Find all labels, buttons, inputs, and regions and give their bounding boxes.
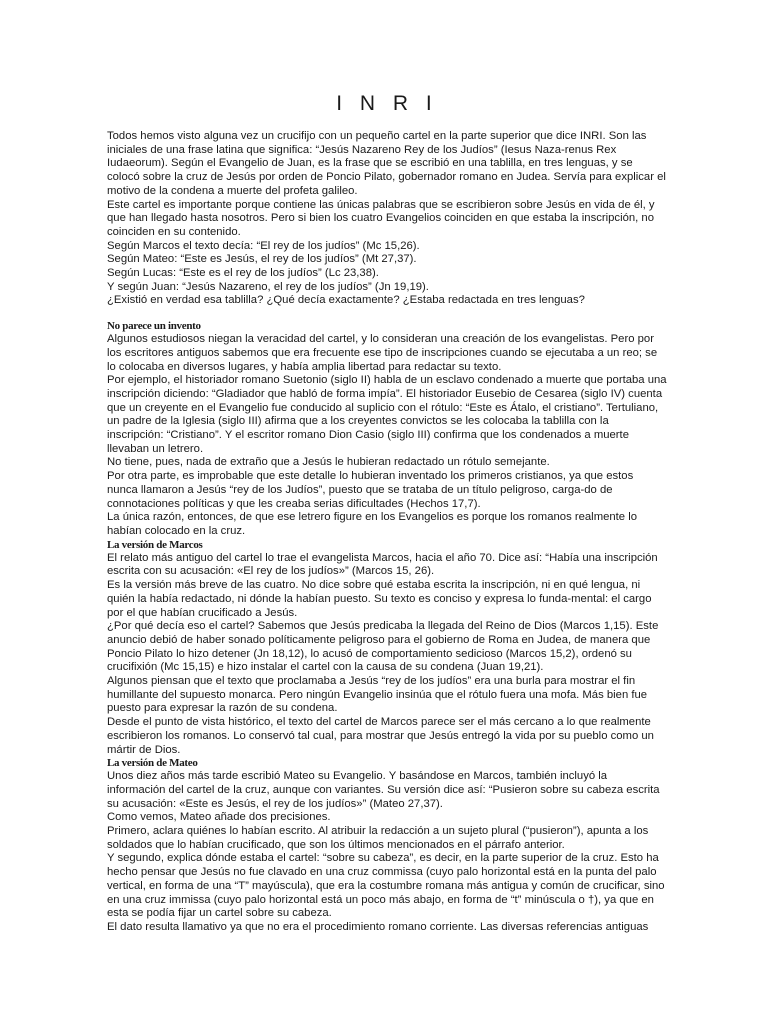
paragraph-4: Según Mateo: “Este es Jesús, el rey de los judíos” (Mt 27,37). <box>107 253 417 266</box>
paragraph-17: Desde el punto de vista histórico, el texto del cartel de Marcos parece ser el más cercano a lo que realmente escribieron los romanos. Lo conservó tal cual, para mostrar que Jesús entregó la vida por su pueblo como un mártir de Dios. <box>107 716 654 756</box>
paragraph-16: Algunos piensan que el texto que proclamaba a Jesús “rey de los judíos” era una burla para mostrar el fin humillante del supuesto monarca. Pero ningún Evangelio insinúa que el rótulo fuera una mofa. Más bien fue puesto para expresar la razón de su condena. <box>107 675 648 715</box>
paragraph-14: Es la versión más breve de las cuatro. No dice sobre qué estaba escrita la inscripción, ni en qué lengua, ni quién la había redactado, ni dónde la habían puesto. Su texto es conciso y expresa lo funda-mental: el cargo por el que habían crucificado a Jesús. <box>107 579 652 619</box>
paragraph-13: El relato más antiguo del cartel lo trae el evangelista Marcos, hacia el año 70. Dice así: “Había una inscripción escrita con su acusación: «El rey de los judíos»” (Marcos 15, 26). <box>107 551 658 578</box>
paragraph-18: Unos diez años más tarde escribió Mateo su Evangelio. Y basándose en Marcos, también incluyó la información del cartel de la cruz, aunque con variantes. Su versión dice así: “Pusieron sobre su cabeza escrita su acusación: «Este es Jesús, el rey de los judíos»” (Mateo 27,37). <box>107 770 660 810</box>
paragraph-6: Y según Juan: “Jesús Nazareno, el rey de los judíos” (Jn 19,19). <box>107 280 429 293</box>
paragraph-21: Y segundo, explica dónde estaba el cartel: “sobre su cabeza”, es decir, en la parte superior de la cruz. Esto ha hecho pensar que Jesús no fue clavado en una cruz commissa (cuyo palo horizontal está en la punta del palo vertical, en forma de una “T” mayúscula), que era la costumbre romana más antigua y común de crucificar, sino en una cruz immissa (cuyo palo horizontal está un poco más abajo, en forma de “t” minúscula o †), ya que en esta se podía fijar un cartel sobre su cabeza. <box>107 852 665 920</box>
section-heading-1: No parece un invento <box>107 320 201 333</box>
paragraph-11: Por otra parte, es improbable que este detalle lo hubieran inventado los primeros cristianos, ya que estos nunca llamaron a Jesús “rey de los Judíos”, puesto que se trataba de un título peligroso, carga-do de connotaciones políticas y que les creaba serias dificultades (Hechos 17,7). <box>107 470 634 510</box>
document-blocks <box>107 130 667 935</box>
paragraph-8: Algunos estudiosos niegan la veracidad del cartel, y lo consideran una creación de los evangelistas. Pero por los escritores antiguos sabemos que era frecuente ese tipo de inscripciones cuando se ejecutaba a un reo; se lo colocaba en diversos lugares, y había amplia libertad para redactar su texto. <box>107 333 658 373</box>
paragraph-19: Como vemos, Mateo añade dos precisiones. <box>107 811 331 824</box>
paragraph-1: Todos hemos visto alguna vez un crucifijo con un pequeño cartel en la parte superior que dice INRI. Son las iniciales de una frase latina que significa: “Jesús Nazareno Rey de los Judíos” (Iesus Naza-renus Rex Iudaeorum). Según el Evangelio de Juan, es la frase que se escribió en una tablilla, en tres lenguas, y se colocó sobre la cruz de Jesús por orden de Poncio Pilato, gobernador romano en Judea. Servía para explicar el motivo de la condena a muerte del profeta galileo. <box>107 130 666 197</box>
paragraph-20: Primero, aclara quiénes lo habían escrito. Al atribuir la redacción a un sujeto plural (“pusieron”), apunta a los soldados que lo habían crucificado, que son los últimos mencionados en el párrafo anterior. <box>107 825 649 851</box>
paragraph-9: Por ejemplo, el historiador romano Suetonio (siglo II) habla de un esclavo condenado a muerte que portaba una inscripción diciendo: “Gladiador que habló de forma impía”. El historiador Eusebio de Cesarea (siglo IV) cuenta que un creyente en el Evangelio fue conducido al suplicio con el rótulo: “Este es Átalo, el cristiano”. Tertuliano, un padre de la Iglesia (siglo III) afirma que a los creyentes convictos se les colocaba la tablilla con la inscripción: “Cristiano”. Y el escritor romano Dion Casio (siglo III) confirma que los condenados a muerte llevaban un letrero. <box>107 374 667 455</box>
section-heading-3: La versión de Mateo <box>107 757 198 770</box>
paragraph-10: No tiene, pues, nada de extraño que a Jesús le hubieran redactado un rótulo semejante. <box>107 456 550 469</box>
paragraph-12: La única razón, entonces, de que ese letrero figure en los Evangelios es porque los romanos realmente lo habían colocado en la cruz. <box>107 511 638 537</box>
section-heading-2: La versión de Marcos <box>107 538 203 551</box>
paragraph-2: Este cartel es importante porque contiene las únicas palabras que se escribieron sobre Jesús en vida de él, y que han llegado hasta nosotros. Pero si bien los cuatro Evangelios coinciden en que estaba la inscripción, no coinciden en su contenido. <box>107 198 655 238</box>
paragraph-spacer <box>107 308 667 320</box>
document-body <box>107 90 667 935</box>
paragraph-3: Según Marcos el texto decía: “El rey de los judíos” (Mc 15,26). <box>107 239 420 252</box>
paragraph-5: Según Lucas: “Este es el rey de los judíos” (Lc 23,38). <box>107 267 379 280</box>
paragraph-15: ¿Por qué decía eso el cartel? Sabemos que Jesús predicaba la llegada del Reino de Dios (Marcos 1,15). Este anuncio debió de haber sonado políticamente peligroso para el gobierno de Roma en Judea, de manera que Poncio Pilato lo hizo detener (Jn 18,12), lo acusó de comportamiento sedicioso (Marcos 15,2), ordenó su crucifixión (Mc 15,15) e hizo instalar el cartel con la causa de su condena (Juan 19,21). <box>107 620 659 674</box>
paragraph-22: El dato resulta llamativo ya que no era el procedimiento romano corriente. Las diversas referencias antiguas <box>107 920 649 933</box>
paragraph-7: ¿Existió en verdad esa tablilla? ¿Qué decía exactamente? ¿Estaba redactada en tres lenguas? <box>107 294 585 307</box>
document-title: I N R I <box>336 92 438 115</box>
